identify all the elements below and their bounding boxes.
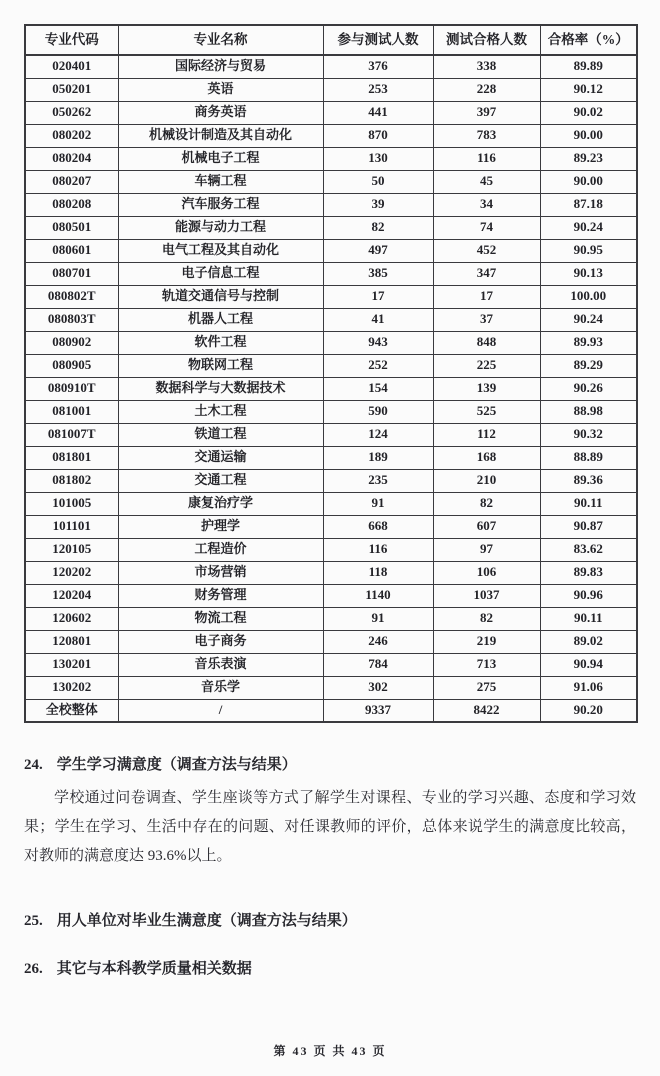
table-cell: 能源与动力工程 <box>118 216 323 239</box>
table-cell: 246 <box>323 630 433 653</box>
table-cell: 219 <box>433 630 540 653</box>
table-cell: 081802 <box>25 469 118 492</box>
table-cell: 工程造价 <box>118 538 323 561</box>
table-row <box>25 354 637 377</box>
table-row <box>25 124 637 147</box>
table-cell: 软件工程 <box>118 331 323 354</box>
header-major-name: 专业名称 <box>118 25 323 55</box>
table-row <box>25 78 637 101</box>
section-24-title: 学生学习满意度（调查方法与结果） <box>56 757 297 773</box>
table-cell: 50 <box>323 170 433 193</box>
table-cell: 252 <box>323 354 433 377</box>
table-cell: 943 <box>323 331 433 354</box>
table-cell: 铁道工程 <box>118 423 323 446</box>
table-cell: 124 <box>323 423 433 446</box>
table-cell: 081007T <box>25 423 118 446</box>
table-row <box>25 377 637 400</box>
table-cell: 080701 <box>25 262 118 285</box>
table-cell: 050262 <box>25 101 118 124</box>
table-row <box>25 699 637 722</box>
table-cell: 82 <box>323 216 433 239</box>
table-cell: 交通运输 <box>118 446 323 469</box>
table-cell: 8422 <box>433 699 540 722</box>
table-header-row <box>25 25 637 55</box>
table-cell: 081801 <box>25 446 118 469</box>
table-row <box>25 561 637 584</box>
table-row <box>25 676 637 699</box>
table-cell: 1037 <box>433 584 540 607</box>
page-number-footer: 第 43 页 共 43 页 <box>273 1044 387 1058</box>
table-cell: 机械电子工程 <box>118 147 323 170</box>
table-cell: 050201 <box>25 78 118 101</box>
table-cell: 数据科学与大数据技术 <box>118 377 323 400</box>
table-cell: 607 <box>433 515 540 538</box>
header-passed: 测试合格人数 <box>433 25 540 55</box>
section-25-title: 用人单位对毕业生满意度（调查方法与结果） <box>56 913 357 929</box>
table-body <box>25 55 637 722</box>
table-cell: 338 <box>433 55 540 78</box>
table-cell: 275 <box>433 676 540 699</box>
table-cell: 112 <box>433 423 540 446</box>
table-cell: 90.20 <box>540 699 637 722</box>
table-cell: 89.83 <box>540 561 637 584</box>
table-cell: 101101 <box>25 515 118 538</box>
table-cell: 189 <box>323 446 433 469</box>
table-cell: 91 <box>323 607 433 630</box>
table-row <box>25 653 637 676</box>
table-cell: 89.93 <box>540 331 637 354</box>
section-24 <box>24 753 636 871</box>
table-cell: 1140 <box>323 584 433 607</box>
table-cell: 90.24 <box>540 216 637 239</box>
table-row <box>25 216 637 239</box>
table-cell: 车辆工程 <box>118 170 323 193</box>
table-row <box>25 193 637 216</box>
table-cell: 汽车服务工程 <box>118 193 323 216</box>
table-cell: 82 <box>433 492 540 515</box>
table-cell: 护理学 <box>118 515 323 538</box>
section-26-heading <box>24 957 636 981</box>
table-cell: 385 <box>323 262 433 285</box>
table-cell: 784 <box>323 653 433 676</box>
table-cell: 英语 <box>118 78 323 101</box>
table-cell: 116 <box>323 538 433 561</box>
table-cell: 590 <box>323 400 433 423</box>
header-major-code: 专业代码 <box>25 25 118 55</box>
table-cell: 139 <box>433 377 540 400</box>
table-cell: 97 <box>433 538 540 561</box>
table-cell: 235 <box>323 469 433 492</box>
table-cell: 90.95 <box>540 239 637 262</box>
table-cell: 168 <box>433 446 540 469</box>
table-cell: 118 <box>323 561 433 584</box>
table-cell: 90.02 <box>540 101 637 124</box>
table-cell: 交通工程 <box>118 469 323 492</box>
table-cell: 080501 <box>25 216 118 239</box>
table-cell: 080803T <box>25 308 118 331</box>
table-cell: 34 <box>433 193 540 216</box>
table-cell: 116 <box>433 147 540 170</box>
table-row <box>25 262 637 285</box>
table-row <box>25 331 637 354</box>
table-cell: 713 <box>433 653 540 676</box>
table-cell: 783 <box>433 124 540 147</box>
table-row <box>25 170 637 193</box>
table-cell: 91.06 <box>540 676 637 699</box>
section-25-number: 25. <box>24 913 43 929</box>
table-cell: 347 <box>433 262 540 285</box>
table-cell: 82 <box>433 607 540 630</box>
table-cell: 17 <box>433 285 540 308</box>
table-cell: 全校整体 <box>25 699 118 722</box>
table-cell: 870 <box>323 124 433 147</box>
table-cell: 市场营销 <box>118 561 323 584</box>
table-row <box>25 147 637 170</box>
header-tested: 参与测试人数 <box>323 25 433 55</box>
table-cell: 080208 <box>25 193 118 216</box>
table-cell: 89.36 <box>540 469 637 492</box>
table-cell: 848 <box>433 331 540 354</box>
table-cell: 154 <box>323 377 433 400</box>
table-cell: 90.12 <box>540 78 637 101</box>
table-cell: 物联网工程 <box>118 354 323 377</box>
table-cell: 91 <box>323 492 433 515</box>
table-row <box>25 584 637 607</box>
table-cell: 41 <box>323 308 433 331</box>
table-cell: 商务英语 <box>118 101 323 124</box>
table-cell: 89.89 <box>540 55 637 78</box>
table-cell: 电气工程及其自动化 <box>118 239 323 262</box>
table-cell: 音乐学 <box>118 676 323 699</box>
table-cell: 120602 <box>25 607 118 630</box>
section-26-title: 其它与本科教学质量相关数据 <box>56 961 252 977</box>
table-row <box>25 630 637 653</box>
table-row <box>25 492 637 515</box>
table-row <box>25 423 637 446</box>
section-25 <box>24 909 636 933</box>
section-26-number: 26. <box>24 961 43 977</box>
table-cell: 253 <box>323 78 433 101</box>
table-cell: 机械设计制造及其自动化 <box>118 124 323 147</box>
table-cell: 电子商务 <box>118 630 323 653</box>
table-cell: / <box>118 699 323 722</box>
table-cell: 397 <box>433 101 540 124</box>
table-cell: 37 <box>433 308 540 331</box>
table-cell: 080910T <box>25 377 118 400</box>
table-row <box>25 446 637 469</box>
table-cell: 89.23 <box>540 147 637 170</box>
table-cell: 财务管理 <box>118 584 323 607</box>
table-cell: 90.96 <box>540 584 637 607</box>
table-cell: 89.02 <box>540 630 637 653</box>
section-24-heading <box>24 753 636 777</box>
table-cell: 机器人工程 <box>118 308 323 331</box>
section-24-number: 24. <box>24 757 43 773</box>
table-row <box>25 308 637 331</box>
table-cell: 130201 <box>25 653 118 676</box>
table-cell: 080902 <box>25 331 118 354</box>
table-cell: 90.26 <box>540 377 637 400</box>
table-cell: 210 <box>433 469 540 492</box>
table-row <box>25 469 637 492</box>
table-cell: 康复治疗学 <box>118 492 323 515</box>
pass-rate-table <box>24 24 638 723</box>
table-cell: 39 <box>323 193 433 216</box>
table-cell: 9337 <box>323 699 433 722</box>
table-cell: 497 <box>323 239 433 262</box>
table-cell: 音乐表演 <box>118 653 323 676</box>
table-cell: 106 <box>433 561 540 584</box>
table-cell: 土木工程 <box>118 400 323 423</box>
table-cell: 376 <box>323 55 433 78</box>
header-pass-rate: 合格率（%） <box>540 25 637 55</box>
table-row <box>25 101 637 124</box>
section-24-body: 学校通过问卷调查、学生座谈等方式了解学生对课程、专业的学习兴趣、态度和学习效果；学生在学习、生活中存在的问题、对任课教师的评价，总体来说学生的满意度比较高，对教师的满意度达 93.6%以上。 <box>24 790 636 864</box>
table-cell: 90.94 <box>540 653 637 676</box>
table-cell: 88.98 <box>540 400 637 423</box>
table-cell: 国际经济与贸易 <box>118 55 323 78</box>
table-row <box>25 239 637 262</box>
table-cell: 物流工程 <box>118 607 323 630</box>
table-cell: 101005 <box>25 492 118 515</box>
table-cell: 080601 <box>25 239 118 262</box>
table-cell: 90.13 <box>540 262 637 285</box>
section-25-heading <box>24 909 636 933</box>
table-cell: 90.32 <box>540 423 637 446</box>
table-cell: 080202 <box>25 124 118 147</box>
section-26 <box>24 957 636 981</box>
table-cell: 83.62 <box>540 538 637 561</box>
table-cell: 080204 <box>25 147 118 170</box>
table-cell: 120801 <box>25 630 118 653</box>
table-cell: 225 <box>433 354 540 377</box>
table-row <box>25 55 637 78</box>
table-cell: 88.89 <box>540 446 637 469</box>
table-cell: 89.29 <box>540 354 637 377</box>
sections <box>24 753 636 981</box>
table-cell: 130202 <box>25 676 118 699</box>
table-cell: 130 <box>323 147 433 170</box>
table-cell: 080802T <box>25 285 118 308</box>
table-cell: 452 <box>433 239 540 262</box>
table-cell: 120202 <box>25 561 118 584</box>
table-cell: 90.11 <box>540 607 637 630</box>
table-cell: 100.00 <box>540 285 637 308</box>
table-row <box>25 285 637 308</box>
table-row <box>25 607 637 630</box>
table-cell: 90.87 <box>540 515 637 538</box>
table-cell: 轨道交通信号与控制 <box>118 285 323 308</box>
table-cell: 081001 <box>25 400 118 423</box>
table-cell: 020401 <box>25 55 118 78</box>
table-cell: 525 <box>433 400 540 423</box>
table-row <box>25 400 637 423</box>
table-cell: 90.11 <box>540 492 637 515</box>
table-cell: 74 <box>433 216 540 239</box>
table-cell: 120105 <box>25 538 118 561</box>
table-cell: 120204 <box>25 584 118 607</box>
table-cell: 080905 <box>25 354 118 377</box>
table-cell: 302 <box>323 676 433 699</box>
table-cell: 668 <box>323 515 433 538</box>
table-cell: 90.00 <box>540 170 637 193</box>
table-row <box>25 515 637 538</box>
table-cell: 90.24 <box>540 308 637 331</box>
table-cell: 45 <box>433 170 540 193</box>
table-cell: 电子信息工程 <box>118 262 323 285</box>
table-cell: 90.00 <box>540 124 637 147</box>
table-cell: 87.18 <box>540 193 637 216</box>
table-cell: 441 <box>323 101 433 124</box>
table-cell: 080207 <box>25 170 118 193</box>
table-cell: 228 <box>433 78 540 101</box>
table-row <box>25 538 637 561</box>
table-cell: 17 <box>323 285 433 308</box>
